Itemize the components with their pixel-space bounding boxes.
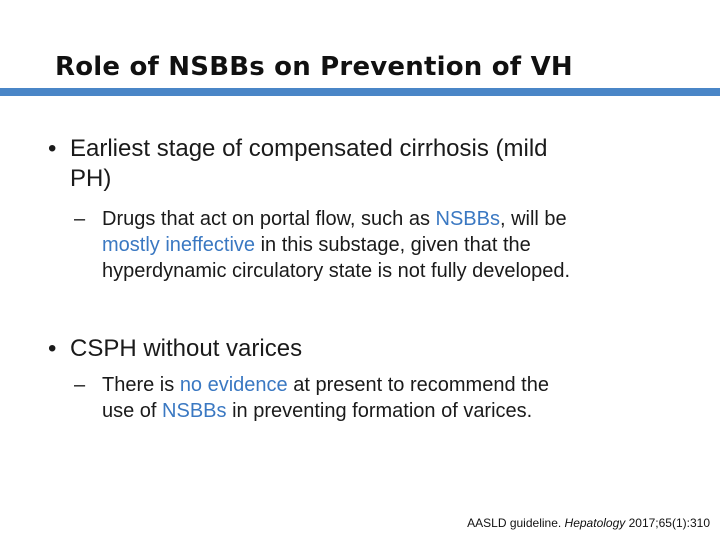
sub-bullet-2-line-1: There is no evidence at present to recommend the — [102, 374, 549, 396]
highlight-nsbbs: NSBBs — [162, 400, 227, 422]
citation-journal: Hepatology — [564, 516, 626, 530]
sub-bullet-1 — [74, 206, 702, 284]
sub-bullet-1-line-1: Drugs that act on portal flow, such as NSBBs, will be — [102, 208, 567, 230]
sub-bullet-marker: – — [74, 208, 86, 230]
slide-title: Role of NSBBs on Prevention of VH — [55, 52, 573, 82]
bullet-1 — [48, 134, 690, 194]
bullet-marker: • — [48, 135, 57, 162]
highlight-no-evidence: no evidence — [179, 374, 288, 396]
sub-bullet-2 — [74, 372, 702, 424]
sub-bullet-2-line-2: use of NSBBs in preventing formation of varices. — [102, 400, 533, 422]
title-underline-bar — [0, 88, 720, 96]
bullet-1-line-2: PH) — [70, 165, 112, 192]
sub-bullet-1-line-3: hyperdynamic circulatory state is not fully developed. — [102, 260, 571, 282]
highlight-mostly-ineffective: mostly ineffective — [102, 234, 256, 256]
sub-bullet-1-line-2: mostly ineffective in this substage, given that the — [102, 234, 531, 256]
highlight-nsbbs: NSBBs — [435, 208, 500, 230]
bullet-2-line-1: CSPH without varices — [70, 335, 303, 362]
citation — [467, 516, 710, 530]
bullet-2 — [48, 334, 690, 364]
bullet-1-line-1: Earliest stage of compensated cirrhosis (mild — [70, 135, 548, 162]
citation-detail: 2017;65(1):310 — [625, 516, 710, 530]
sub-bullet-marker: – — [74, 374, 86, 396]
bullet-marker: • — [48, 335, 57, 362]
citation-source: AASLD guideline. — [467, 516, 565, 530]
